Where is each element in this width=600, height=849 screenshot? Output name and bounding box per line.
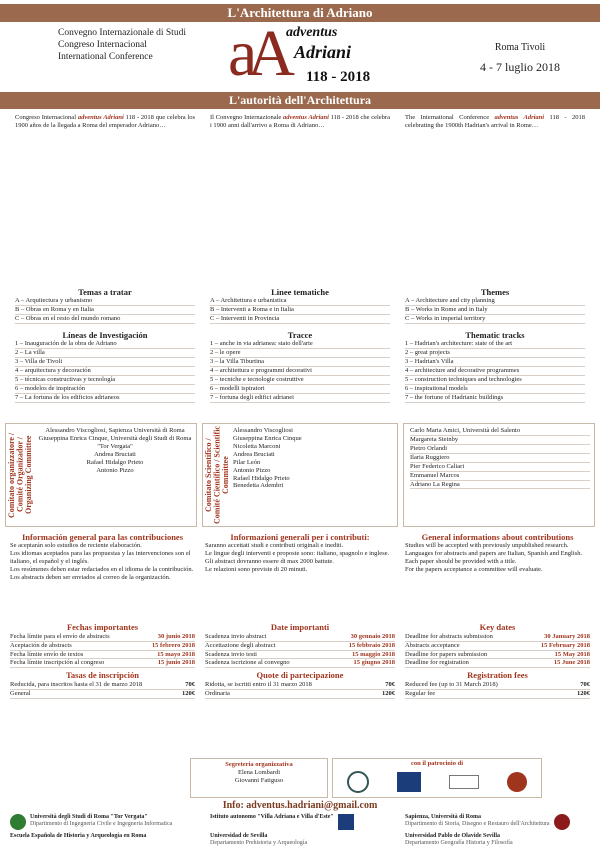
intro-lead: Congreso Internacional	[15, 114, 77, 121]
tracks-title: Thematic tracks	[465, 330, 525, 340]
fee-row	[205, 690, 395, 699]
committee-member: Antonio Pizzo	[233, 466, 271, 474]
info-title: General informations about contributions	[421, 532, 574, 542]
committee-label: Comitato organizzatore / Comité Organizador / Organizing Committee	[7, 432, 33, 518]
footer-org-1	[10, 814, 205, 830]
theme-item: C – Obras en el resto del mundo romano	[15, 315, 195, 324]
logo-years: 118 - 2018	[306, 69, 371, 85]
footer-org-5	[210, 833, 395, 848]
date-label: Abstracts acceptance	[405, 641, 460, 649]
committee-member: Margareta Steinby	[410, 436, 590, 445]
committee-member: Andrea Bruciati	[233, 450, 275, 458]
org-name: Universidad Pablo de Olavide Sevilla	[405, 833, 501, 839]
fee-label: Reducida, para inscritos hasta el 31 de marzo 2018	[10, 680, 143, 688]
track-item: 4 – architecture and decorative programmes	[405, 367, 585, 376]
fee-row	[205, 681, 395, 690]
tracks-en	[405, 330, 585, 403]
track-item: 7 – fortuna degli edifici adrianei	[210, 394, 390, 403]
secretariat-title: Segreteria organizzativa	[225, 761, 293, 768]
date-value: 15 febbraio 2018	[348, 641, 395, 649]
tracks-it	[210, 330, 390, 403]
themes-es	[15, 287, 195, 324]
committee-member: Carlo Maria Amici, Università del Salento	[410, 427, 590, 436]
org-dept: Departamento Geografía Historia y Filosofía	[405, 840, 513, 847]
date-value: 15 junio 2018	[157, 659, 195, 667]
info-es	[10, 532, 195, 699]
fee-label: Regular fee	[405, 689, 436, 697]
villa-adriana-logo-icon	[338, 814, 354, 830]
intro-text: 118 - 2018 celebrating the 1900th Hadrian's arrival in Rome…	[405, 114, 585, 129]
theme-item: A – Arquitectura y urbanismo	[15, 297, 195, 306]
track-item: 4 – arquitectura y decoración	[15, 367, 195, 376]
committee-member: Adriano La Regina	[410, 481, 590, 490]
info-item: Le lingue degli interventi e proposte sono: italiano, spagnolo e inglese.	[205, 550, 390, 558]
committee-member: Nicoletta Marconi	[233, 442, 281, 450]
date-label: Scadenza invio testi	[205, 650, 257, 658]
places: Roma Tivoli	[494, 42, 546, 53]
intro-lead: Il Convegno Internazionale	[210, 114, 282, 121]
conference-logo	[228, 17, 378, 94]
patrons-box	[332, 758, 542, 798]
info-it	[205, 532, 395, 699]
committee-member: Pilar León	[233, 458, 261, 466]
track-item: 5 – construction techniques and technologies	[405, 376, 585, 385]
track-item: 4 – architettura e programmi decorativi	[210, 367, 390, 376]
intro-lead: The International Conference	[405, 114, 490, 121]
info-item: Each paper should be provided with a title.	[405, 558, 517, 566]
fees-title: Quote di partecipazione	[256, 670, 344, 681]
top-title-bar: L'Architettura di Adriano	[0, 4, 600, 22]
org-name: Universidad de Sevilla	[210, 833, 268, 839]
fee-value: 70€	[385, 680, 395, 688]
fee-label: Ridotta, se iscritti entro il 31 marzo 2018	[205, 680, 312, 688]
dates-title: Date importanti	[270, 622, 330, 633]
themes-it	[210, 287, 390, 324]
track-item: 6 – modelos de inspiración	[15, 385, 195, 394]
track-item: 7 – the fortune of Hadrianic buildings	[405, 394, 585, 403]
committee-scientific-cont	[403, 423, 595, 527]
date-value: 30 gennaio 2018	[350, 632, 395, 640]
track-item: 5 – técnicas constructivas y tecnología	[15, 376, 195, 385]
date-value: 15 June 2018	[553, 659, 590, 667]
committee-member: Giuseppina Enrica Cinque, Università degli Studi di Roma "Tor Vergata"	[38, 434, 192, 450]
committee-organizing	[5, 423, 197, 527]
theme-item: B – Obras en Roma y en Italia	[15, 306, 195, 315]
themes-title: Themes	[480, 287, 510, 297]
date-label: Deadline for registration	[405, 659, 469, 667]
date-value: 15 giugno 2018	[353, 659, 395, 667]
theme-item: A – Architecture and city planning	[405, 297, 585, 306]
patron-logo-icon	[397, 772, 421, 792]
date-value: 15 maggio 2018	[352, 650, 395, 658]
dates: 4 - 7 luglio 2018	[480, 60, 560, 75]
theme-item: B – Works in Rome and in Italy	[405, 306, 585, 315]
tracks-es	[15, 330, 195, 403]
committee-member: Rafael Hidalgo Prieto	[233, 474, 290, 482]
intro-es	[15, 114, 195, 284]
track-item: 2 – le opere	[210, 349, 390, 358]
track-item: 1 – Inauguración de la obra de Adriano	[15, 340, 195, 349]
date-value: 15 May 2018	[554, 650, 590, 658]
track-item: 3 – Villa de Tivoli	[15, 358, 195, 367]
track-item: 6 – inspirational models	[405, 385, 585, 394]
sapienza-logo-icon	[554, 814, 570, 830]
info-item: Gli abstract dovranno essere di max 2000 battute.	[205, 558, 334, 566]
info-item: Languages for abstracts and papers are Italian, Spanish and English.	[405, 550, 583, 558]
org-dept: Dipartimento di Ingegneria Civile e Ingegneria Informatica	[30, 821, 173, 828]
date-row	[10, 642, 195, 651]
theme-item: C – Interventi in Provincia	[210, 315, 390, 324]
torvergata-logo-icon	[10, 814, 26, 830]
info-email[interactable]: Info: adventus.hadriani@gmail.com	[222, 800, 378, 811]
date-row	[10, 633, 195, 642]
logo-letters: aA	[228, 17, 285, 90]
fees-title: Registration fees	[467, 670, 528, 681]
secretariat-name: Elena Lombardi	[237, 768, 281, 776]
info-item: Saranno accettati studi e contributi originali e inediti.	[205, 542, 344, 550]
type-line: Congreso Internacional	[58, 39, 147, 50]
fee-value: 70€	[185, 680, 195, 688]
date-label: Fecha límite envío de textos	[10, 650, 84, 658]
subtitle-bar: L'autorità dell'Architettura	[0, 92, 600, 109]
conference-type	[58, 28, 228, 64]
committee-member: Pier Federico Caliari	[410, 463, 590, 472]
dates-title: Fechas importantes	[66, 622, 139, 633]
info-item: Los idiomas aceptados para las propuestas y las intervenciones son el italiano, el español y el inglés.	[10, 550, 191, 566]
info-item: Los resúmenes deben estar redactados en el idioma de la contribución.	[10, 566, 194, 574]
intro-name: adventus Adriani	[283, 114, 329, 121]
date-row	[405, 642, 590, 651]
date-row	[10, 651, 195, 660]
intro-it	[210, 114, 390, 284]
intro-name: adventus Adriani	[494, 114, 545, 121]
date-label: Aceptación de abstracts	[10, 641, 72, 649]
track-item: 7 – La fortuna de los edificios adrianeos	[15, 394, 195, 403]
committee-member: Andrea Bruciati	[94, 450, 136, 458]
committee-member: Ilaria Ruggiero	[410, 454, 590, 463]
org-dept: Dipartimento di Storia, Disegno e Restauro dell'Architettura	[405, 821, 550, 828]
date-label: Fecha límite inscripción al congreso	[10, 659, 105, 667]
theme-item: B – Interventi a Roma e in Italia	[210, 306, 390, 315]
theme-item: A – Architettura e urbanistica	[210, 297, 390, 306]
info-item: Se aceptarán solo estudios de reciente elaboración.	[10, 542, 142, 550]
fee-label: Reduced fee (up to 31 March 2018)	[405, 680, 498, 688]
fee-value: 120€	[382, 689, 395, 697]
track-item: 5 – tecniche e tecnologie costruttive	[210, 376, 390, 385]
tracks-title: Líneas de Investigación	[62, 330, 148, 340]
date-value: 15 mayo 2018	[157, 650, 195, 658]
theme-item: C – Works in imperial territory	[405, 315, 585, 324]
committee-label: Comitato Scientifico / Comité Científico / Scientific Committee	[204, 426, 230, 524]
date-label: Deadline for abstracts submission	[405, 632, 493, 640]
committee-member: Alessandro Viscogliosi, Sapienza Università di Roma	[45, 427, 185, 434]
org-name: Escuela Española de Historia y Arqueología en Roma	[10, 833, 147, 839]
intro-text: 118 - 2018 che celebra i 1900 anni dall'arrivo a Roma di Adriano…	[210, 114, 390, 129]
secretariat-box	[190, 758, 328, 798]
themes-title: Temas a tratar	[78, 287, 132, 297]
intro-text: 118 - 2018 que celebra los 1900 años de la llegada a Roma del emperador Adriano…	[15, 114, 195, 129]
info-item: Studies will be accepted with previously unpublished research.	[405, 542, 569, 550]
fee-value: 120€	[577, 689, 590, 697]
date-label: Accettazione degli abstract	[205, 641, 276, 649]
info-item: For the papers acceptance a committee will evaluate.	[405, 566, 543, 574]
committee-member: Giuseppina Enrica Cinque	[233, 434, 302, 442]
patron-logo-icon	[449, 775, 479, 789]
patron-logo-icon	[347, 771, 369, 793]
dates-title: Key dates	[479, 622, 516, 633]
track-item: 1 – Hadrian's architecture: state of the art	[405, 340, 585, 349]
date-row	[205, 659, 395, 668]
info-item: Le relazioni sono previste di 20 minuti.	[205, 566, 308, 574]
footer-org-4	[10, 833, 205, 840]
intro-en	[405, 114, 585, 284]
footer-org-2	[210, 814, 395, 830]
fee-row	[10, 681, 195, 690]
committee-member: Rafael Hidalgo Prieto	[86, 458, 144, 466]
committee-member: Alessandro Viscogliosi	[233, 427, 293, 434]
track-item: 2 – great projects	[405, 349, 585, 358]
footer-org-6	[405, 833, 595, 848]
themes-title: Linee tematiche	[271, 287, 329, 297]
track-item: 3 – la Villa Tiburtina	[210, 358, 390, 367]
type-line: International Conference	[58, 51, 153, 62]
fee-label: General	[10, 689, 31, 697]
date-label: Deadline for papers submission	[405, 650, 488, 658]
patron-logo-icon	[507, 772, 527, 792]
track-item: 6 – modelli ispiratori	[210, 385, 390, 394]
date-value: 15 febrero 2018	[151, 641, 195, 649]
committee-member: Benedetta Adembri	[233, 482, 284, 490]
logo-adventus: adventus	[286, 25, 338, 40]
committee-member: Antonio Pizzo	[96, 466, 134, 474]
info-en	[405, 532, 590, 699]
type-line: Convegno Internazionale di Studi	[58, 28, 186, 38]
date-value: 30 junio 2018	[157, 632, 195, 640]
committee-member: Emmanuel Marcos	[410, 472, 590, 481]
org-name: Università degli Studi di Roma "Tor Vergata"	[30, 814, 148, 820]
info-title: Información general para las contribuciones	[21, 532, 184, 542]
date-row	[205, 651, 395, 660]
conference-location	[455, 42, 585, 75]
fees-title: Tasas de inscripción	[66, 670, 139, 681]
track-item: 3 – Hadrian's Villa	[405, 358, 585, 367]
intro-name: adventus Adriani	[77, 114, 124, 121]
date-row	[10, 659, 195, 668]
org-name: Sapienza, Università di Roma	[405, 814, 482, 820]
date-row	[405, 633, 590, 642]
fee-value: 120€	[182, 689, 195, 697]
fee-row	[10, 690, 195, 699]
date-value: 30 January 2018	[544, 632, 590, 640]
footer-org-3	[405, 814, 595, 830]
date-label: Scadenza invio abstract	[205, 632, 267, 640]
date-label: Fecha límite para el envío de abstracts	[10, 632, 110, 640]
secretariat-name: Giovanni Fatiguso	[234, 776, 284, 784]
tracks-title: Tracce	[287, 330, 313, 340]
committee-scientific	[202, 423, 398, 527]
info-item: Los abstracts deben ser enviados al correo de la organización.	[10, 574, 171, 582]
fee-value: 70€	[580, 680, 590, 688]
info-title: Informazioni generali per i contributi:	[230, 532, 370, 542]
fee-row	[405, 690, 590, 699]
date-label: Scadenza iscrizione al convegno	[205, 659, 290, 667]
track-item: 1 – anche in via adrianea: stato dell'arte	[210, 340, 390, 349]
date-row	[205, 633, 395, 642]
org-name: Istituto autonomo "Villa Adriana e Villa d'Este"	[210, 814, 334, 820]
logo-adriani: Adriani	[294, 42, 352, 62]
committee-member: Pietro Orlandi	[410, 445, 590, 454]
date-value: 15 February 2018	[540, 641, 590, 649]
patrons-title: con il patrocinio di	[410, 760, 464, 767]
date-row	[405, 651, 590, 660]
date-row	[405, 659, 590, 668]
track-item: 2 – La villa	[15, 349, 195, 358]
fee-row	[405, 681, 590, 690]
fee-label: Ordinaria	[205, 689, 230, 697]
org-dept: Departamento Prehistoria y Arqueología	[210, 840, 308, 847]
date-row	[205, 642, 395, 651]
themes-en	[405, 287, 585, 324]
